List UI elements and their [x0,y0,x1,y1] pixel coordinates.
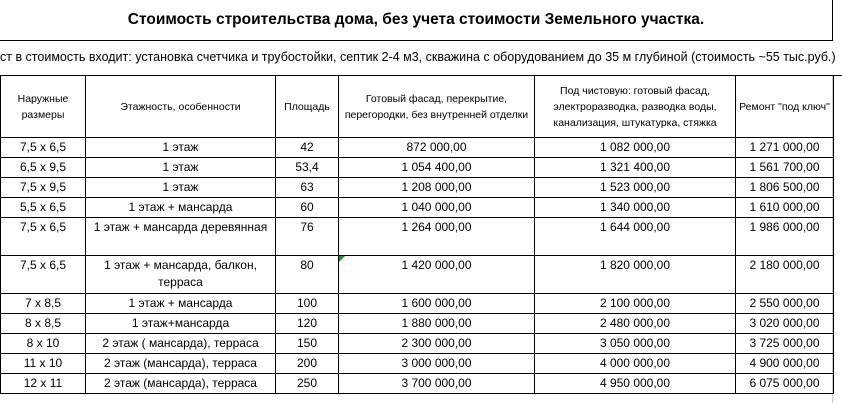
table-row [1,354,834,374]
cell-floors[interactable]: 2 этаж ( мансарда), терраса [86,334,276,354]
cell-size[interactable]: 7,5 x 9,5 [1,178,86,198]
cell-area[interactable]: 42 [276,138,339,158]
title-cell[interactable] [0,0,833,41]
table-row [1,374,834,394]
cell-floors[interactable]: 1 этаж+мансарда [86,314,276,334]
header-turnkey-price[interactable]: Ремонт "под ключ" [736,76,834,138]
cell-prefinish-price[interactable]: 1 644 000,00 [535,218,736,256]
cell-area[interactable]: 53,4 [276,158,339,178]
cell-size[interactable]: 8 x 10 [1,334,86,354]
cell-turnkey-price[interactable]: 2 180 000,00 [736,256,834,294]
cell-prefinish-price[interactable]: 2 100 000,00 [535,294,736,314]
cell-floors[interactable]: 1 этаж + мансарда деревянная [86,218,276,256]
cell-area[interactable]: 120 [276,314,339,334]
cell-size[interactable]: 7,5 x 6,5 [1,138,86,158]
cell-turnkey-price[interactable]: 1 806 500,00 [736,178,834,198]
cell-turnkey-price[interactable]: 4 900 000,00 [736,354,834,374]
cell-prefinish-price[interactable]: 1 321 400,00 [535,158,736,178]
table-row [1,256,834,294]
cell-shell-price[interactable]: 1 880 000,00 [339,314,535,334]
cell-turnkey-price[interactable]: 6 075 000,00 [736,374,834,394]
cell-turnkey-price[interactable]: 1 610 000,00 [736,198,834,218]
table-row [1,218,834,256]
cell-prefinish-price[interactable]: 1 523 000,00 [535,178,736,198]
header-shell-price[interactable]: Готовый фасад, перекрытие, перегородки, без внутренней отделки [339,76,535,138]
cell-turnkey-price[interactable]: 2 550 000,00 [736,294,834,314]
cell-shell-price[interactable]: 1 054 400,00 [339,158,535,178]
table-row [1,314,834,334]
cell-floors[interactable]: 1 этаж [86,138,276,158]
cell-shell-price[interactable]: 1 420 000,00 [339,256,535,294]
subtitle-cell[interactable] [0,40,842,76]
cell-size[interactable]: 5,5 x 6,5 [1,198,86,218]
cell-shell-price[interactable]: 1 040 000,00 [339,198,535,218]
cell-size[interactable]: 7,5 x 6,5 [1,256,86,294]
header-prefinish-price[interactable]: Под чистовую: готовый фасад, электроразводка, разводка воды, канализация, штукатурка, стяжка [535,76,736,138]
cell-prefinish-price[interactable]: 3 050 000,00 [535,334,736,354]
cell-shell-price[interactable]: 3 700 000,00 [339,374,535,394]
table-row [1,334,834,354]
cell-area[interactable]: 100 [276,294,339,314]
table-row [1,198,834,218]
page-title: Стоимость строительства дома, без учета стоимости Земельного участка. [127,11,705,28]
cell-shell-price[interactable]: 2 300 000,00 [339,334,535,354]
header-area[interactable]: Площадь [276,76,339,138]
cell-shell-price[interactable]: 1 264 000,00 [339,218,535,256]
cell-prefinish-price[interactable]: 4 000 000,00 [535,354,736,374]
cell-prefinish-price[interactable]: 4 950 000,00 [535,374,736,394]
cell-area[interactable]: 63 [276,178,339,198]
table-row [1,158,834,178]
cell-prefinish-price[interactable]: 1 340 000,00 [535,198,736,218]
cell-floors[interactable]: 1 этаж + мансарда, балкон, терраса [86,256,276,294]
cell-prefinish-price[interactable]: 1 082 000,00 [535,138,736,158]
cell-size[interactable]: 6,5 x 9,5 [1,158,86,178]
cell-size[interactable]: 8 x 8,5 [1,314,86,334]
cell-area[interactable]: 150 [276,334,339,354]
header-floors[interactable]: Этажность, особенности [86,76,276,138]
cell-size[interactable]: 7 x 8,5 [1,294,86,314]
cell-area[interactable]: 200 [276,354,339,374]
cell-area[interactable]: 76 [276,218,339,256]
cell-prefinish-price[interactable]: 2 480 000,00 [535,314,736,334]
cell-size[interactable]: 12 x 11 [1,374,86,394]
cell-turnkey-price[interactable]: 1 271 000,00 [736,138,834,158]
price-table [0,75,834,394]
cell-area[interactable]: 80 [276,256,339,294]
cell-size[interactable]: 11 x 10 [1,354,86,374]
cell-shell-price[interactable]: 872 000,00 [339,138,535,158]
cell-floors[interactable]: 2 этаж (мансарда), терраса [86,354,276,374]
cell-size[interactable]: 7,5 x 6,5 [1,218,86,256]
cell-shell-price[interactable]: 3 000 000,00 [339,354,535,374]
cell-prefinish-price[interactable]: 1 820 000,00 [535,256,736,294]
cell-turnkey-price[interactable]: 1 986 000,00 [736,218,834,256]
included-services-note: ст в стоимость входит: установка счетчика и трубостойки, септик 2-4 м3, скважина с оборудованием до 35 м глубиной (стоимость ~55 тыс.руб.) [0,50,836,64]
table-row [1,294,834,314]
cell-shell-price[interactable]: 1 600 000,00 [339,294,535,314]
cell-area[interactable]: 250 [276,374,339,394]
table-row [1,178,834,198]
cell-floors[interactable]: 1 этаж [86,178,276,198]
cell-floors[interactable]: 2 этаж (мансарда), терраса [86,374,276,394]
cell-turnkey-price[interactable]: 3 725 000,00 [736,334,834,354]
cell-floors[interactable]: 1 этаж [86,158,276,178]
cell-shell-price[interactable]: 1 208 000,00 [339,178,535,198]
cell-turnkey-price[interactable]: 1 561 700,00 [736,158,834,178]
cell-turnkey-price[interactable]: 3 020 000,00 [736,314,834,334]
table-row [1,138,834,158]
cell-floors[interactable]: 1 этаж + мансарда [86,294,276,314]
cell-floors[interactable]: 1 этаж + мансарда [86,198,276,218]
header-outer-size[interactable]: Наружные размеры [1,76,86,138]
header-row [1,76,834,138]
cell-area[interactable]: 60 [276,198,339,218]
